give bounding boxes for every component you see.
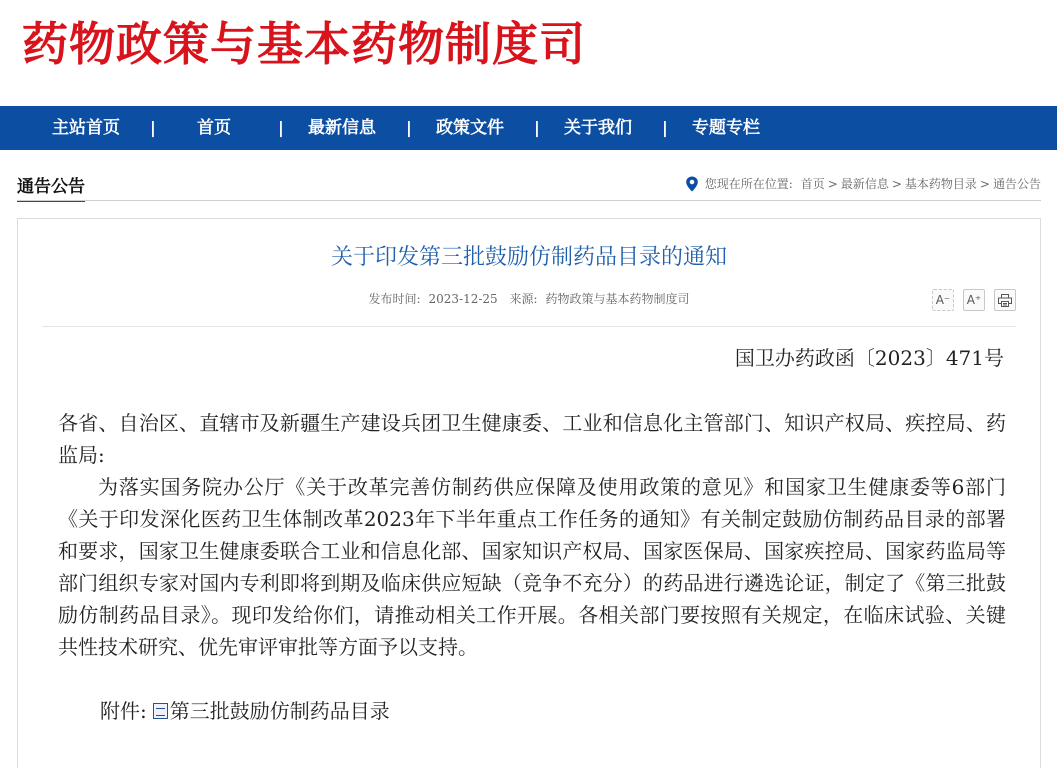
site-logo-title[interactable]: 药物政策与基本药物制度司 (22, 17, 586, 71)
article-container (17, 218, 1041, 768)
location-pin-icon (685, 176, 699, 192)
article-body (58, 407, 1006, 663)
breadcrumb-separator: > (891, 177, 902, 191)
breadcrumb-separator: > (979, 177, 990, 191)
nav-item-main-home[interactable]: 主站首页 (52, 118, 120, 138)
site-header (0, 0, 1057, 106)
attachment-row (100, 695, 390, 727)
print-icon (998, 294, 1012, 307)
print-button[interactable] (994, 289, 1016, 311)
article-paragraph: 为落实国务院办公厅《关于改革完善仿制药供应保障及使用政策的意见》和国家卫生健康委等6部门《关于印发深化医药卫生体制改革2023年下半年重点工作任务的通知》有关制定鼓励仿制药品目录的部署和要求，国家卫生健康委联合工业和信息化部、国家知识产权局、国家医保局、国家疾控局、国家药监局等部门组织专家对国内专利即将到期及临床供应短缺（竞争不充分）的药品进行遴选论证，制定了《第三批鼓励仿制药品目录》。现印发给你们，请推动相关工作开展。各相关部门要按照有关规定，在临床试验、关键共性技术研究、优先审评审批等方面予以支持。 (58, 475, 1006, 659)
nav-item-special-topics[interactable]: 专题专栏 (692, 118, 760, 138)
section-divider (17, 200, 1041, 201)
font-decrease-button[interactable]: A⁻ (932, 289, 954, 311)
article-tools (932, 289, 1016, 311)
breadcrumb-announcements[interactable]: 通告公告 (992, 177, 1041, 191)
nav-item-policy-documents[interactable]: 政策文件 (436, 118, 504, 138)
breadcrumb-prefix: 您现在所在位置: (704, 177, 793, 191)
font-increase-button[interactable]: A⁺ (963, 289, 985, 311)
publish-label: 发布时间: (368, 292, 421, 306)
breadcrumb (685, 176, 1041, 192)
publish-date: 2023-12-25 (428, 292, 498, 306)
attachment-label: 附件: (100, 699, 147, 723)
nav-item-latest-news[interactable]: 最新信息 (308, 118, 376, 138)
source-value: 药物政策与基本药物制度司 (545, 292, 690, 306)
attachment-link[interactable]: 第三批鼓励仿制药品目录 (169, 699, 390, 723)
breadcrumb-separator: > (827, 177, 838, 191)
section-title: 通告公告 (17, 176, 85, 202)
nav-item-about-us[interactable]: 关于我们 (564, 118, 632, 138)
article-recipients: 各省、自治区、直辖市及新疆生产建设兵团卫生健康委、工业和信息化主管部门、知识产权局、疾控局、药监局: (58, 411, 1006, 467)
breadcrumb-essential-drug-list[interactable]: 基本药物目录 (904, 177, 977, 191)
article-meta (18, 291, 1040, 307)
nav-item-home[interactable]: 首页 (197, 118, 231, 138)
source-label: 来源: (509, 292, 538, 306)
breadcrumb-latest-news[interactable]: 最新信息 (840, 177, 889, 191)
document-number: 国卫办药政函〔2023〕471号 (734, 346, 1004, 370)
article-title: 关于印发第三批鼓励仿制药品目录的通知 (330, 245, 727, 270)
main-nav: 主站首页 | 首页 | 最新信息 | 政策文件 | 关于我们 | 专题专栏 (0, 106, 1057, 150)
breadcrumb-home[interactable]: 首页 (800, 177, 825, 191)
word-document-icon (153, 703, 168, 719)
meta-divider (42, 326, 1016, 327)
